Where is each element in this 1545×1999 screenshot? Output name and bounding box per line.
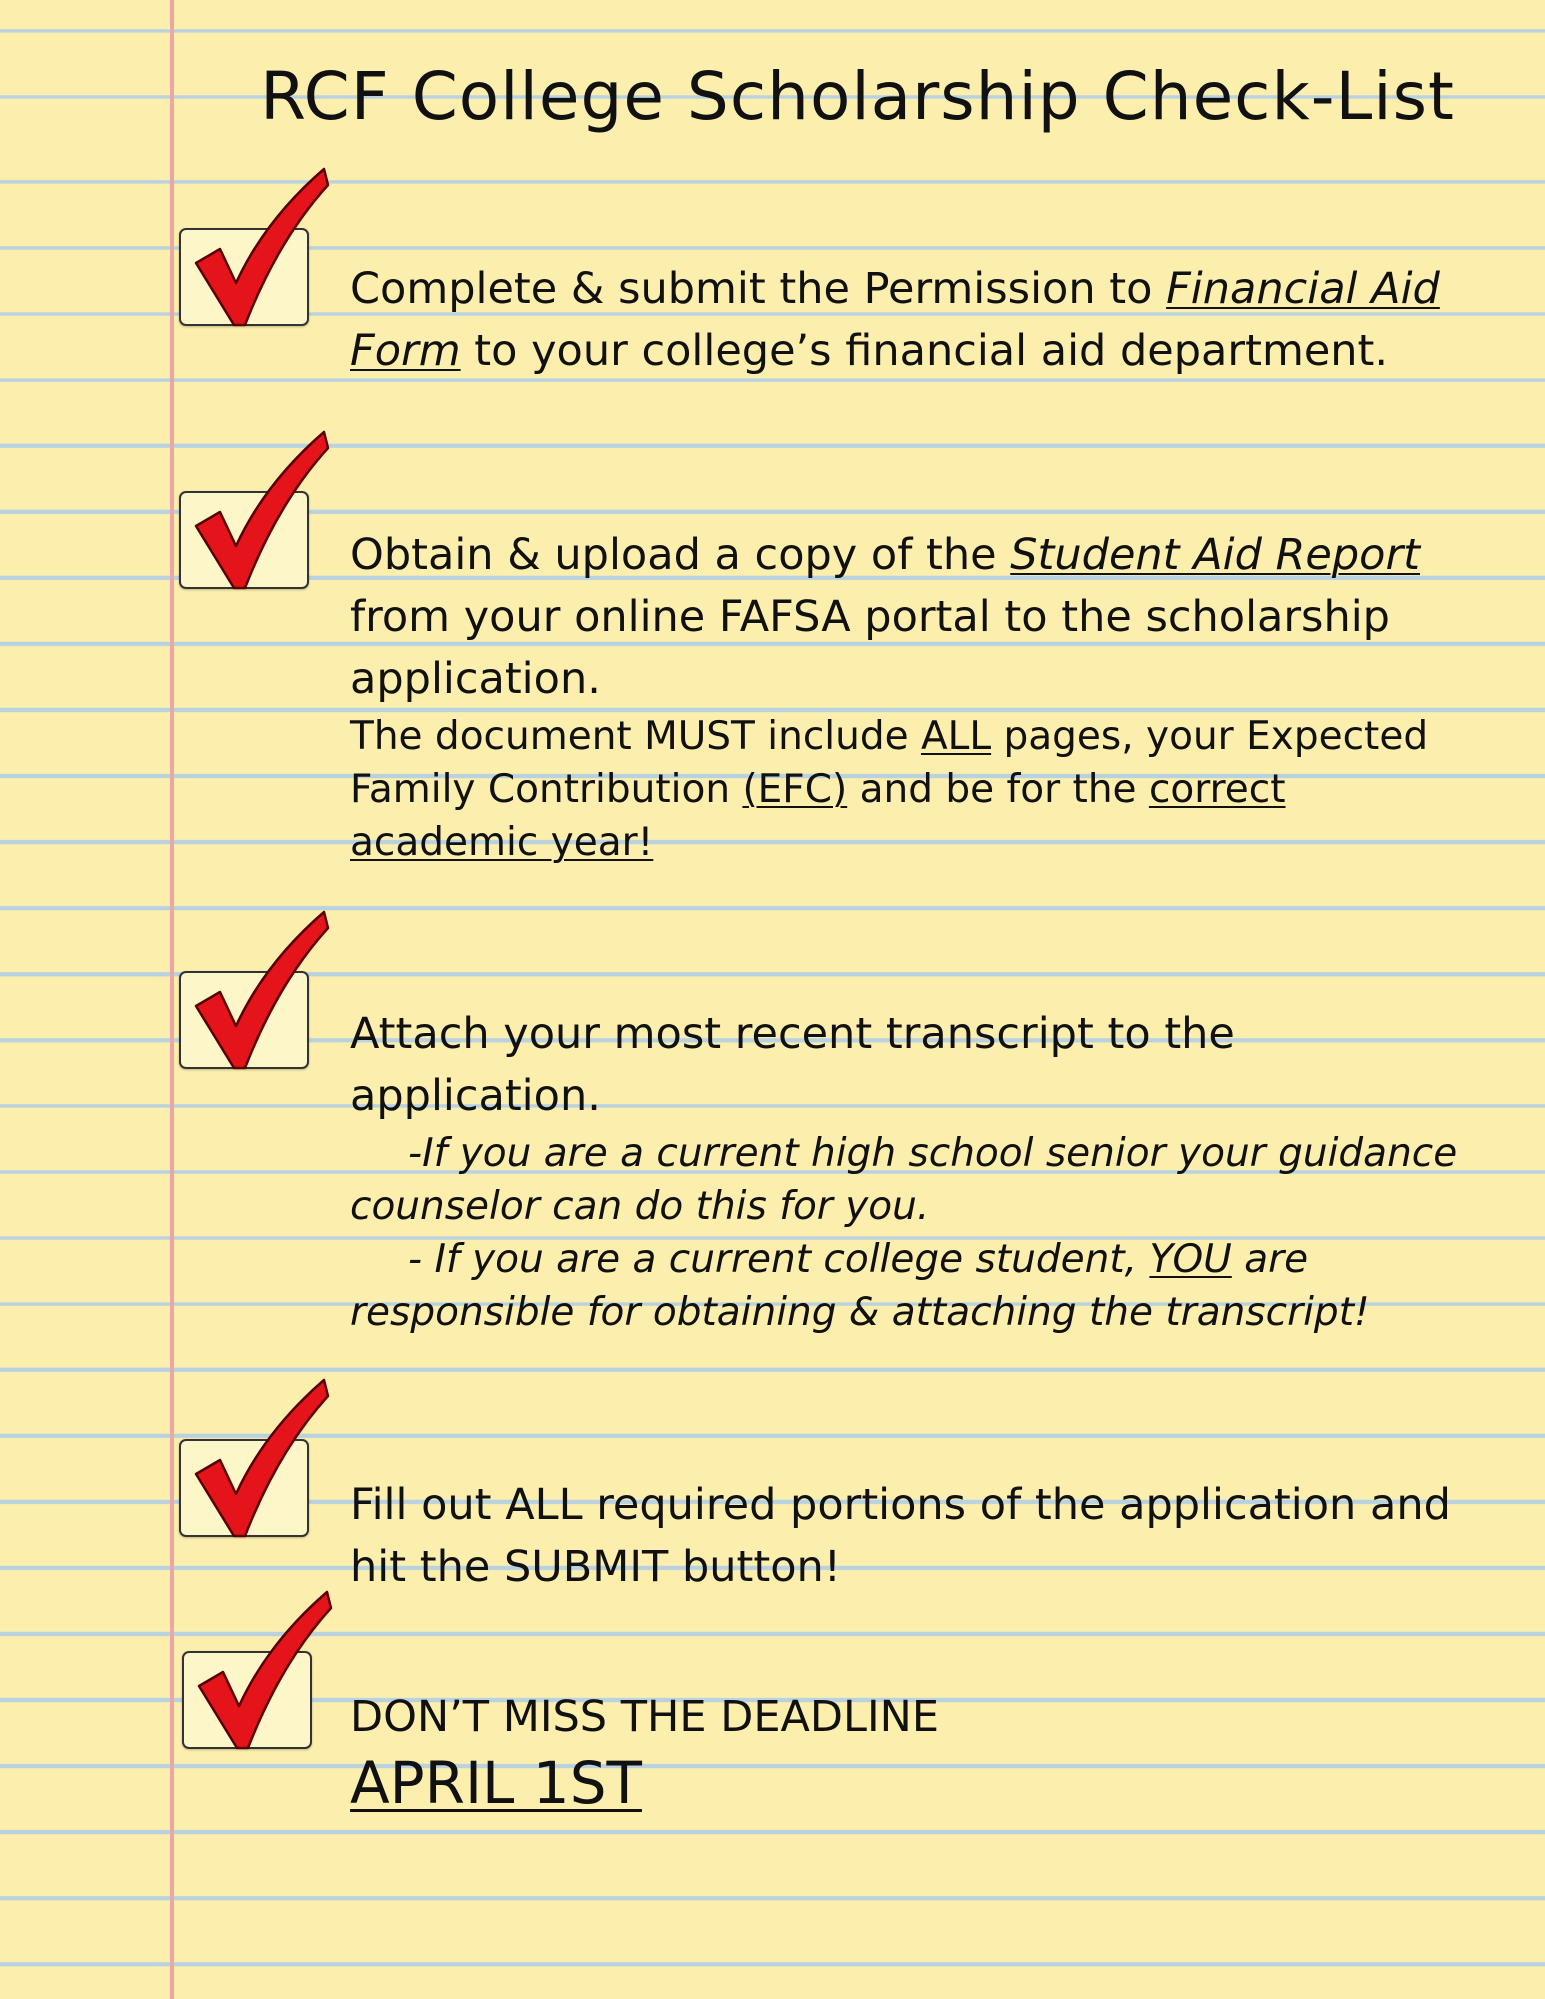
item-3-note-2: - If you are a current college student, YOU are responsible for obtaining & attaching the transcript! [350,1237,1370,1335]
financial-aid-form-link[interactable]: Financial Aid Form [350,264,1440,376]
checkmark-icon [193,1588,343,1758]
checkmark-icon [190,908,340,1078]
item-2-note: The document MUST include ALL pages, your Expected Family Contribution (EFC) and be for the correct academic year! [350,714,1429,865]
deadline-label: DON’T MISS THE DEADLINE [350,1692,939,1742]
checkmark-icon [190,1376,340,1546]
checkmark-icon [190,165,340,335]
item-5-text [350,1686,1470,1818]
item-3-text: Attach your most recent transcript to the application. -If you are a current high school senior your guidance counselor can do this for you. - If you are a current college student, YOU are responsible for obtaining & attaching the transcript! [350,1003,1470,1339]
deadline-date: APRIL 1ST [350,1749,642,1817]
student-aid-report-link[interactable]: Student Aid Report [1010,530,1421,580]
item-1-text: Complete & submit the Permission to Financial Aid Form to your college’s financial aid department. [350,264,1440,376]
item-2-text: Obtain & upload a copy of the Student Aid Report from your online FAFSA portal to the scholarship application. The document MUST include ALL pages, your Expected Family Contribution (EFC) and be for the correct academic year! [350,524,1470,869]
margin-line [170,0,174,1999]
item-3-note-1: -If you are a current high school senior your guidance counselor can do this for you. [350,1131,1458,1229]
page-title: RCF College Scholarship Check-List [260,58,1455,135]
checkmark-icon [190,428,340,598]
item-4-text: Fill out ALL required portions of the application and hit the SUBMIT button! [350,1480,1451,1592]
